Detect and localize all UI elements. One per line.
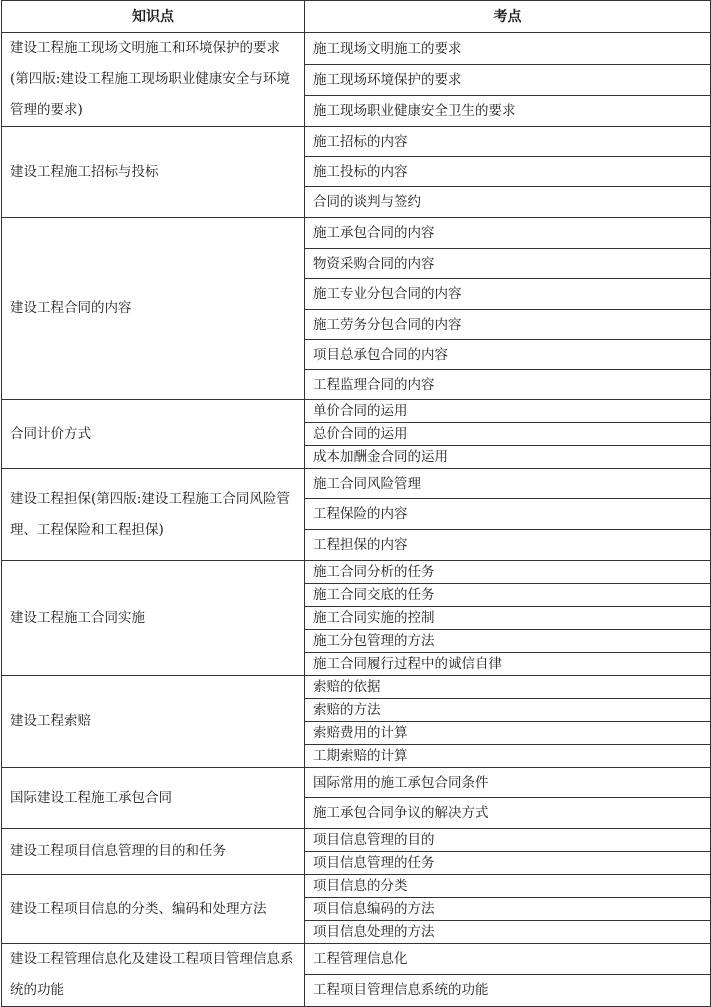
exam-point: 施工现场文明施工的要求 [305,33,711,65]
exam-point: 施工投标的内容 [305,157,711,187]
exam-point: 索赔的依据 [305,676,711,699]
table-row [2,218,711,249]
knowledge-topic: 国际建设工程施工承包合同 [2,768,305,829]
table-row [2,829,711,852]
table-row [2,469,711,499]
exam-point: 施工专业分包合同的内容 [305,279,711,310]
header-knowledge: 知识点 [2,1,305,33]
header-row [2,1,711,33]
exam-point: 索赔的方法 [305,699,711,722]
exam-point: 项目总承包合同的内容 [305,340,711,370]
exam-point: 物资采购合同的内容 [305,249,711,279]
exam-point: 施工合同风险管理 [305,469,711,499]
table-row [2,561,711,584]
exam-point: 总价合同的运用 [305,423,711,446]
exam-point: 项目信息的分类 [305,875,711,898]
exam-point: 成本加酬金合同的运用 [305,446,711,469]
exam-point: 工程项目管理信息系统的功能 [305,974,711,1006]
knowledge-topic: 建设工程索赔 [2,676,305,768]
knowledge-topic: 建设工程施工合同实施 [2,561,305,676]
exam-point: 施工分包管理的方法 [305,630,711,653]
knowledge-topic: 建设工程担保(第四版:建设工程施工合同风险管理、工程保险和工程担保) [2,469,305,561]
exam-point: 施工现场职业健康安全卫生的要求 [305,96,711,127]
table-row [2,33,711,65]
table-row [2,676,711,699]
knowledge-topic: 建设工程项目信息的分类、编码和处理方法 [2,875,305,944]
exam-point: 施工承包合同争议的解决方式 [305,798,711,829]
knowledge-topic: 建设工程施工现场文明施工和环境保护的要求(第四版:建设工程施工现场职业健康安全与环境管理的要求) [2,33,305,127]
exam-point: 工程保险的内容 [305,499,711,530]
knowledge-topic: 建设工程项目信息管理的目的和任务 [2,829,305,875]
exam-point: 施工合同交底的任务 [305,584,711,607]
exam-point: 施工合同履行过程中的诚信自律 [305,653,711,676]
exam-point: 国际常用的施工承包合同条件 [305,768,711,798]
table-row [2,768,711,798]
exam-point: 工程监理合同的内容 [305,370,711,400]
knowledge-topic: 建设工程施工招标与投标 [2,127,305,218]
table-row [2,944,711,975]
knowledge-table [1,0,711,1007]
exam-point: 施工承包合同的内容 [305,218,711,249]
knowledge-topic: 建设工程管理信息化及建设工程项目管理信息系统的功能 [2,944,305,1007]
table-row [2,400,711,423]
knowledge-topic: 合同计价方式 [2,400,305,469]
exam-point: 施工合同分析的任务 [305,561,711,584]
exam-point: 施工现场环境保护的要求 [305,65,711,96]
exam-point: 项目信息编码的方法 [305,898,711,921]
exam-point: 工程管理信息化 [305,944,711,975]
exam-point: 工程担保的内容 [305,530,711,561]
exam-point: 项目信息处理的方法 [305,921,711,944]
table-body [2,33,711,1007]
header-exam-point: 考点 [305,1,711,33]
exam-point: 施工合同实施的控制 [305,607,711,630]
exam-point: 索赔费用的计算 [305,722,711,745]
exam-point: 项目信息管理的任务 [305,852,711,875]
exam-point: 施工劳务分包合同的内容 [305,310,711,340]
exam-point: 工期索赔的计算 [305,745,711,768]
knowledge-topic: 建设工程合同的内容 [2,218,305,400]
exam-point: 施工招标的内容 [305,127,711,157]
table-row [2,875,711,898]
exam-point: 项目信息管理的目的 [305,829,711,852]
exam-point: 单价合同的运用 [305,400,711,423]
exam-point: 合同的谈判与签约 [305,187,711,218]
table-row [2,127,711,157]
